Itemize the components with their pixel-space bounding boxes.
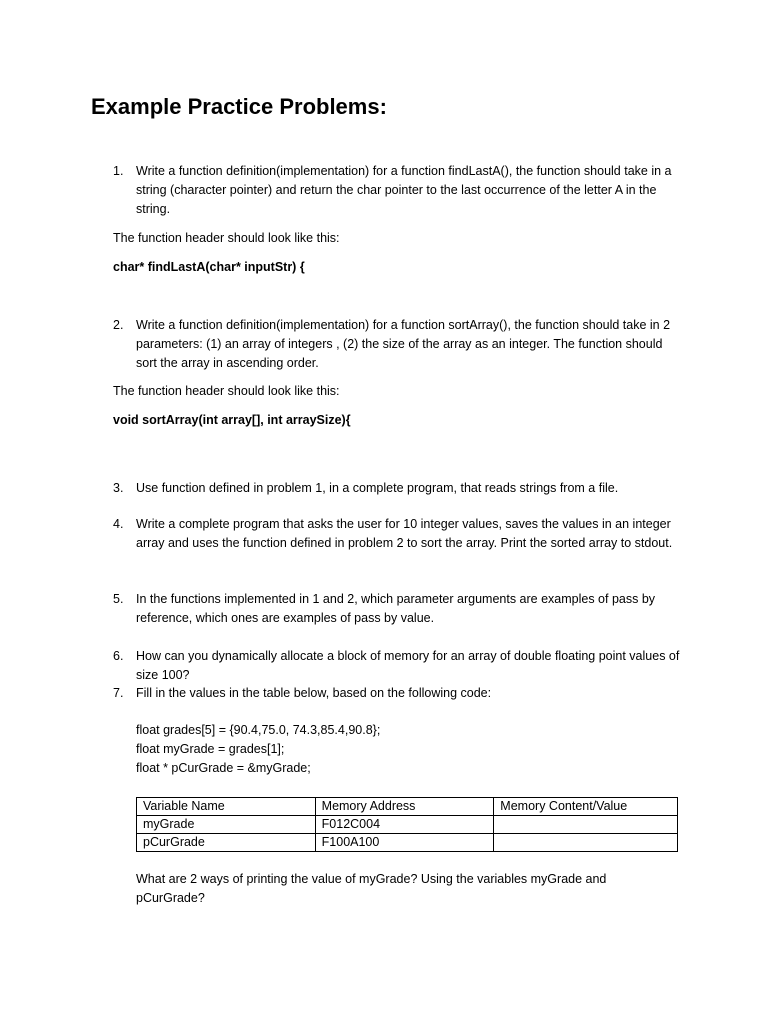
table-cell	[494, 816, 678, 834]
table-cell: myGrade	[137, 816, 316, 834]
problem-number: 2.	[113, 318, 124, 332]
follow-up-question: What are 2 ways of printing the value of myGrade? Using the variables myGrade and pCurGrade?	[136, 872, 607, 905]
problem-text: How can you dynamically allocate a block of memory for an array of double floating point values of size 100?	[136, 649, 680, 682]
problem-text: In the functions implemented in 1 and 2, which parameter arguments are examples of pass by reference, which ones are examples of pass by value.	[136, 592, 656, 625]
problem-text: Use function defined in problem 1, in a complete program, that reads strings from a file.	[136, 481, 619, 495]
problem-number: 7.	[113, 686, 124, 700]
problem-2	[113, 316, 683, 373]
code-line: float grades[5] = {90.4,75.0, 74.3,85.4,90.8};	[136, 723, 381, 737]
problem-number: 6.	[113, 649, 124, 663]
problem-text: Write a function definition(implementation) for a function findLastA(), the function should take in a string (character pointer) and return the char pointer to the last occurrence of the letter A in the string.	[136, 164, 672, 216]
problem-7	[113, 684, 683, 703]
problem-6	[113, 647, 683, 685]
problem-number: 3.	[113, 481, 124, 495]
function-header-intro: The function header should look like this:	[113, 384, 340, 398]
column-header: Memory Content/Value	[494, 798, 678, 816]
table-cell: pCurGrade	[137, 834, 316, 852]
function-header-intro: The function header should look like this:	[113, 231, 340, 245]
problem-text: Write a complete program that asks the user for 10 integer values, saves the values in an integer array and uses the function defined in problem 2 to sort the array. Print the sorted array to stdout.	[136, 517, 673, 550]
problem-5	[113, 590, 683, 628]
table-cell: F012C004	[315, 816, 494, 834]
function-header-code: void sortArray(int array[], int arraySize){	[113, 413, 351, 427]
problem-number: 1.	[113, 164, 124, 178]
variables-table	[136, 797, 678, 852]
function-header-code: char* findLastA(char* inputStr) {	[113, 260, 305, 274]
problem-1	[113, 162, 683, 219]
table-header-row	[137, 798, 678, 816]
problem-4	[113, 515, 683, 553]
code-line: float myGrade = grades[1];	[136, 742, 285, 756]
column-header: Variable Name	[137, 798, 316, 816]
table-row	[137, 834, 678, 852]
problem-text: Fill in the values in the table below, based on the following code:	[136, 686, 492, 700]
code-line: float * pCurGrade = &myGrade;	[136, 761, 311, 775]
problem-text: Write a function definition(implementation) for a function sortArray(), the function should take in 2 parameters: (1) an array of integers , (2) the size of the array as an integer. The function should sort the array in ascending order.	[136, 318, 671, 370]
page-title: Example Practice Problems:	[91, 94, 387, 119]
table-cell	[494, 834, 678, 852]
problem-3	[113, 479, 683, 498]
problem-number: 5.	[113, 592, 124, 606]
table-row	[137, 816, 678, 834]
table-cell: F100A100	[315, 834, 494, 852]
problem-number: 4.	[113, 517, 124, 531]
column-header: Memory Address	[315, 798, 494, 816]
